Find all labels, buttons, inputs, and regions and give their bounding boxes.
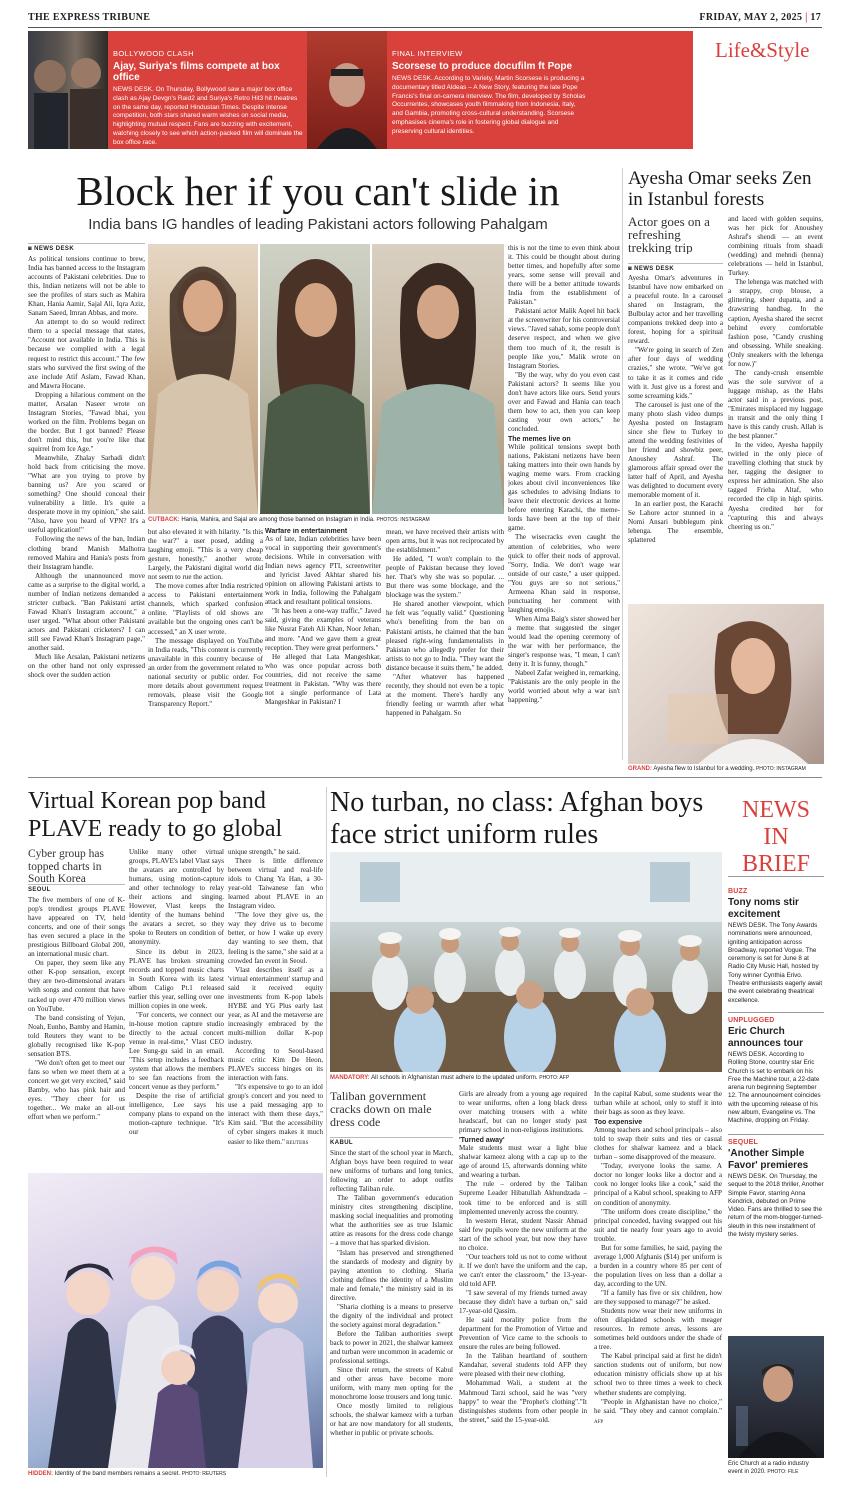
masthead-rule bbox=[28, 27, 822, 28]
paragraph: The Kabul principal said at first he didn't sanction students out of uniform, but now education ministry officials show up at his school two to three times a week to check whether students are complying. bbox=[594, 1352, 722, 1397]
plave-headline: Virtual Korean pop band PLAVE ready to go global bbox=[28, 788, 283, 842]
main-byline-text: NEWS DESK bbox=[34, 246, 75, 252]
main-photo-hania bbox=[148, 244, 258, 514]
main-col5 bbox=[508, 244, 620, 434]
brief-title-line: BRIEF bbox=[741, 851, 810, 877]
paragraph: mean, we have received their artists with open arms, but it was not reciprocated by the establishment." bbox=[386, 528, 504, 555]
paragraph: The band consisting of Yejun, Noah, Eunho, Bamby and Hamin, told Reuters they want to be globally recognised like K-pop sensation BTS. bbox=[28, 1013, 125, 1058]
main-deck: India bans IG handles of leading Pakistani actors following Pahalgam bbox=[88, 216, 548, 233]
paragraph: Since its debut in 2023, PLAVE has broken streaming records and topped music charts in South Korea with its latest album Caligo Pt.1 released earlier this year, selling over one million copies in one week. bbox=[129, 947, 224, 1010]
main-col5-block bbox=[508, 244, 620, 764]
paragraph: Male students must wear a light blue shalwar kameez along with a cap up to the age of around 15, afterwards donning white and wearing a turban. bbox=[459, 1144, 587, 1180]
plave-caption-label: HIDDEN: bbox=[28, 1471, 53, 1477]
afghan-caption bbox=[330, 1074, 722, 1082]
actor-portraits-icon bbox=[28, 31, 108, 149]
afghan-caption-label: MANDATORY: bbox=[330, 1075, 370, 1081]
afghan-caption-credit: PHOTO: AFP bbox=[539, 1075, 570, 1081]
ayesha-headline: Ayesha Omar seeks Zen in Istanbul forests bbox=[628, 168, 812, 210]
main-photo-mahira bbox=[260, 244, 370, 514]
brief-item-headline: Eric Church announces tour bbox=[728, 1026, 804, 1049]
main-col4 bbox=[386, 528, 504, 738]
paragraph: this is not the time to even think about it. This could be thought about during better times, and hopefully after some years, some sense will prevail and there will be a better attitude towards India from the establishment of Pakistan." bbox=[508, 244, 620, 307]
paragraph: Since the start of the school year in March, Afghan boys have been required to wear new uniforms of turbans and long tunics, following an order to adopt outfits reflecting Taliban rule. bbox=[330, 1149, 453, 1194]
main-byline bbox=[28, 243, 145, 252]
ayesha-byline-text: NEWS DESK bbox=[634, 266, 675, 272]
brief-item-body: NEWS DESK. The Tony Awards nominations were announced, igniting anticipation across Broadway, reported Vogue. The ceremony is set for June 8 at Radio City Music Hall, hosted by Tony winner Cynthia Erivo. Theatre enthusiasts eagerly await the event celebrating theatrical excellence. bbox=[728, 922, 823, 1004]
main-caption-text: Hania, Mahira, and Sajal are among those banned on Instagram in India. bbox=[181, 517, 375, 523]
plave-byline-text: SEOUL bbox=[28, 887, 51, 893]
paragraph: He added, "I won't complain to the people of Pakistan because they loved her. That's why she was so popular. ... But there was some blockage, and the blockage was the system." bbox=[386, 555, 504, 600]
actress-portrait-icon bbox=[260, 244, 370, 514]
paragraph: The lehenga was matched with a strappy, crop blouse, a glittering, sheer dupatta, and a drawstring handbag. In the caption, Ayesha shared the secret behind every comfortable fashion pose, "Candy crushing and obsessing. While sneaking. (Only sneakers with the lehenga for now.)" bbox=[728, 278, 823, 368]
paragraph: Before the Taliban authorities swept back to power in 2021, the shalwar kameez and turban were uncommon in academic or professional settings. bbox=[330, 1329, 453, 1366]
paragraph: Despite the rise of artificial intelligence, Lee says his company plans to expand on the motion-capture technique. "It's our bbox=[129, 1092, 224, 1137]
brief-title bbox=[728, 797, 824, 877]
brief-photo-caption bbox=[728, 1460, 824, 1476]
teaser2-kicker: FINAL INTERVIEW bbox=[392, 49, 463, 58]
plave-caption-text: Identity of the band members remains a secret. bbox=[54, 1471, 181, 1477]
paragraph: unique strength," he said. bbox=[228, 848, 301, 856]
brief-item-body: NEWS DESK. On Thursday, the sequel to the 2018 thriller, Another Simple Favor, starring Anna Kendrick, debuted on Prime Video. Fans are thrilled to see the return of the mom-blogger-turned-sleuth in this new installment of the twisty mystery series. bbox=[728, 1173, 824, 1239]
paragraph: The rule – ordered by the Taliban Supreme Leader Hibatullah Akhundzada – took time to be enforced and is still implemented unevenly across the country. bbox=[459, 1180, 587, 1216]
teaser1 bbox=[113, 49, 305, 148]
paragraph: "Sharia clothing is a means to preserve the dignity of the individual and protect the society against moral degradation." bbox=[330, 1302, 453, 1329]
brief-title-line: IN bbox=[763, 824, 789, 850]
paragraph: While political tensions swept both nations, Pakistani netizens have been taking matters into their own hands by waging meme wars. From cracking jokes about civil inconveniences like gas schedules to advising Indians to leave their electronic devices at home before entering Karachi, the meme-lords have been at the top of their game. bbox=[508, 442, 620, 533]
main-caption bbox=[148, 516, 504, 524]
paragraph: He said morality police from the department for the Promotion of Virtue and Prevention of Vice came to the schools to ensure the rules are being followed. bbox=[459, 1316, 587, 1352]
paragraph: Girls are already from a young age required to wear uniforms, often a long black dress over matching trousers with a white headscarf, but can no longer study past primary school in non-religious institutions. bbox=[459, 1090, 587, 1135]
paragraph: Ayesha Omar's adventures in Istanbul have now embarked on a peaceful route. In a carousel shared on Instagram, the Bulbulay actor and her travelling companions trekked deep into a forest, hoping for a spiritual reward. bbox=[628, 274, 723, 346]
ayesha-photo bbox=[628, 604, 824, 764]
ayesha-caption-label: GRAND: bbox=[628, 766, 652, 772]
brief-item-headline: Tony noms stir excitement bbox=[728, 897, 799, 920]
main-col3-head: Warfare in entertainment bbox=[265, 528, 348, 535]
main-col5b bbox=[508, 443, 620, 705]
paragraph: Much like Arsalan, Pakistani netizens on the other hand not only expressed shock over the sudden action bbox=[28, 653, 145, 680]
news-icon: ◙ bbox=[28, 246, 33, 252]
actress-portrait-icon bbox=[372, 244, 504, 514]
paragraph: but also elevated it with hilarity. "Is this the war?" a user posed, adding a laughing emoji. "This is a very cheap gesture, honestly," another wrote. Largely, the Pakistani digital world did not seem to rue the action. bbox=[148, 528, 263, 582]
afghan-col2-block bbox=[459, 1090, 587, 1480]
teaser2-headline: Scorsese to produce docufilm ft Pope bbox=[392, 61, 573, 72]
paragraph: Pakistani actor Malik Aqeel hit back at the screenwriter for his controversial views. "Javed sahab, some people don't deserve respect, and when we give them too much of it, the result is people like you," Malik wrote on Instagram Stories. bbox=[508, 307, 620, 370]
plave-photo bbox=[28, 1173, 323, 1468]
paragraph: In western Herat, student Nassir Ahmad said few pupils wore the new uniform at the start of the school year, but now they have no choice. bbox=[459, 1216, 587, 1252]
paragraph: He shared another viewpoint, which he felt was "equally valid." Questioning who's benefiting from the ban on Pakistani artists, he claimed that the ban pleased right-wing fundamentalists in Pakistan who allegedly prefer for their artists to not go to India. "They want the distance because it suits them," he added. bbox=[386, 600, 504, 672]
teaser1-headline: Ajay, Suriya's films compete at box office bbox=[113, 61, 280, 83]
brief-photo-eric-church bbox=[728, 1336, 824, 1458]
divider-vertical bbox=[326, 787, 327, 1477]
ayesha-portrait-icon bbox=[628, 604, 824, 764]
paragraph: Unlike many other virtual groups, PLAVE's label Vlast says the avatars are controlled by humans, using motion-capture and other technology to relay their actions and singing. However, Vlast keeps the identity of the humans behind the avatars a secret, so they spoke to Reuters on condition of anonymity. bbox=[129, 848, 224, 947]
brief-caption-text: Eric Church at a radio industry event in 2020. bbox=[728, 1461, 809, 1475]
paragraph: Since their return, the streets of Kabul and other areas have become more uniform, with many men opting for the monochrome loose trousers and long tunic. bbox=[330, 1366, 453, 1402]
brief-item-kicker: SEQUEL bbox=[728, 1139, 758, 1146]
paragraph: "The love they give us, the way they drive us to become better, or how I wake up every day wanting to see them, that feeling is the same," she said at a crowded fan event in Seoul. bbox=[228, 911, 323, 965]
paragraph: Nabeel Zafar weighed in, remarking, "Pakistanis are the only people in the world worried about why a war isn't happening." bbox=[508, 669, 620, 705]
paragraph: In the video, Ayesha happily twirled in the only piece of travelling clothing that stuck by her, tagging the designer to express her admiration. She also tagged Frieha Altaf, who recorded the clip in high spirits. Ayesha credited her for "capturing this and always cheering us on." bbox=[728, 441, 823, 531]
paragraph: In the Taliban heartland of southern Kandahar, several students told AFP they were pleased with their new clothing. bbox=[459, 1352, 587, 1379]
paragraph: "We're going in search of Zen after four days of wedding crazies," she wrote. "We've got to take it as it comes and ride with it. Just give us a forest and some screaming kids." bbox=[628, 346, 723, 400]
brief-item-kicker: BUZZ bbox=[728, 888, 748, 895]
paragraph: As of late, Indian celebrities have been vocal in supporting their government's decisions. While in conversation with Indian news agency PTI, screenwriter and lyricist Javed Akhtar shared his opinion on allowing Pakistani artists to work in India, following the Pahalgam attack and resultant political tensions. bbox=[265, 535, 381, 607]
paragraph: According to Seoul-based music critic Kim De Heon, PLAVE's success hinges on its interaction with fans. bbox=[228, 1047, 323, 1083]
ayesha-caption-text: Ayesha flew to Istanbul for a wedding. bbox=[653, 766, 755, 772]
brief-item-1 bbox=[728, 888, 824, 1013]
section-title: Life&Style bbox=[715, 38, 810, 62]
paragraph: Although the unannounced move came as a surprise to the digital world, a number of Indian netizens demanded a stricter cutback. "Ban Pakistani artist Fawad Khan's Instagram account," a user urged. "What about other Pakistani actors and Pakistani cricketers? I can still see Fawad Khan's Instagram page," another said. bbox=[28, 571, 145, 653]
classroom-photo-icon bbox=[330, 852, 722, 1072]
paragraph: "The uniform does create discipline," the principal conceded, having swapped out his suit and tie nearly four years ago to avoid trouble. bbox=[594, 1207, 722, 1243]
main-caption-label: CUTBACK: bbox=[148, 517, 180, 523]
paragraph: Dropping a hilarious comment on the matter, Arsalan Naseer wrote on Instagram Stories, "Fawad bhai, you worked on the film. Problems began on the border. But I got banned? Please don't mind this, but you're like that squirrel from Ice Age." bbox=[28, 390, 145, 453]
afghan-photo bbox=[330, 852, 722, 1072]
teaser1-body: NEWS DESK. On Thursday, Bollywood saw a major box office clash as Ajay Devgn's Raid2 and Suriya's Retro Hit3 hit theatres on the same day, reported Hindustan Times. Despite intense competition, both stars shared warm wishes on social media, highlighting mutual respect. Fans are buzzing with excitement, watching closely to see which action-packed film will dominate the box office race. bbox=[113, 86, 303, 146]
divider-horizontal bbox=[28, 777, 822, 778]
paragraph: He alleged that Lata Mangeshkar, who was once popular across both countries, did not receive the same treatment in Pakistan. "Why was there not a single performance of Lata Mangeshkar in Pakistan? I bbox=[265, 652, 381, 706]
paragraph: "People in Afghanistan have no choice," he said. "They obey and cannot complain." AFP bbox=[594, 1397, 722, 1425]
afghan-byline bbox=[330, 1137, 453, 1146]
news-icon: ◙ bbox=[628, 266, 633, 272]
masthead-date-block: FRIDAY, MAY 2, 2025 | 17 bbox=[699, 12, 821, 23]
main-photo-sajal bbox=[372, 244, 504, 514]
plave-col3 bbox=[228, 848, 323, 1171]
teaser2 bbox=[392, 49, 588, 137]
plave-caption-credit: PHOTO: REUTERS bbox=[181, 1471, 227, 1477]
ayesha-byline bbox=[628, 263, 723, 272]
paragraph: Mohammad Wali, a student at the Mahmoud Tarzi school, said he was "very happy" to wear the "Prophet's clothing"."It distinguishes students from other people in the street," said the 15-year-old. bbox=[459, 1379, 587, 1424]
plave-col1 bbox=[28, 896, 125, 1171]
main-col2 bbox=[148, 528, 263, 738]
page-number: 17 bbox=[810, 12, 821, 23]
paragraph: and laced with golden sequins, was her pick for Anoushey Ashraf's shendi — an event combining rituals from shaadi (wedding) and mehndi (henna) celebrations — held in Istanbul, Turkey. bbox=[728, 215, 823, 278]
afghan-col2b bbox=[459, 1144, 587, 1424]
afghan-col3-head: Too expensive bbox=[594, 1119, 643, 1127]
paragraph: But for some families, he said, paying the average 1,000 Afghanis ($14) per uniform is a burden in a country where 85 per cent of the population lives on less than a dollar a day, according to the UN. bbox=[594, 1243, 722, 1288]
teaser2-photo bbox=[307, 31, 387, 149]
ayesha-col1 bbox=[628, 274, 723, 602]
paragraph: Meanwhile, Zhalay Sarhadi didn't hold back from criticising the move. "What are you trying to prove by banning us? Are you scared or something? One should conceal their vulnerability a little. It's quite a desperate move in my opinion," she said. "Also, have you heard of VPN? It's a useful application!" bbox=[28, 454, 145, 535]
afghan-headline: No turban, no class: Afghan boys face strict uniform rules bbox=[330, 787, 704, 850]
brief-title-line: NEWS bbox=[742, 797, 810, 823]
divider-vertical bbox=[622, 168, 623, 760]
afghan-byline-text: KABUL bbox=[330, 1140, 353, 1146]
paragraph: Students now wear their new uniforms in often dilapidated schools with meager resources. In remote areas, lessons are sometimes held outdoors under the shade of a tree. bbox=[594, 1307, 722, 1352]
paragraph: When Aima Baig's sister showed her a meme that suggested the singer would lead the opening ceremony of the war with her performance, the singer's response was, "I mean, I can't deny it. It is funny, though." bbox=[508, 614, 620, 669]
ayesha-caption-credit: PHOTO: INSTAGRAM bbox=[755, 766, 806, 772]
afghan-col2 bbox=[459, 1090, 587, 1135]
story-credit: REUTERS bbox=[284, 1140, 309, 1146]
paragraph: In an earlier post, the Karachi Se Lahore actor stunned in a Nomi Ansari bubblegum pink lehenga. The ensemble, splattered bbox=[628, 500, 723, 545]
scorsese-portrait-icon bbox=[307, 31, 387, 149]
afghan-subdeck: Taliban government cracks down on male dress code bbox=[330, 1090, 432, 1129]
paragraph: The five members of one of K-pop's trendiest groups PLAVE have appeared on TV, held concerts, and one of their songs has even secured a place in the prestigious Billboard Global 200, an international music chart. bbox=[28, 896, 125, 959]
paragraph: The Taliban government's education ministry cites strengthening discipline, masking social inequalities and promoting what the authorities see as true Islamic attire as reasons for the dress code change – a move that has sparked division. bbox=[330, 1194, 453, 1248]
brief-caption-credit: PHOTO: FILE bbox=[767, 1469, 799, 1475]
paragraph: The candy-crush ensemble was the sole survivor of a luggage mishap, as the Habs actor said in a previous post, "Emirates misplaced my luggage in transit and the only thing I have is this candy crush. Allah is the best planner." bbox=[728, 368, 823, 441]
afghan-caption-text: All schools in Afghanistan must adhere to the updated uniform. bbox=[371, 1075, 538, 1081]
afghan-col1 bbox=[330, 1149, 453, 1479]
main-headline: Block her if you can't slide in bbox=[76, 168, 560, 214]
brief-item-kicker: UNPLUGGED bbox=[728, 1017, 775, 1024]
paragraph: Vlast describes itself as a 'virtual entertainment' startup and said it received equity investments from K-pop labels HYBE and YG Plus early last year, as AI and the metaverse are increasingly embraced by the multi-million dollar K-pop industry. bbox=[228, 965, 323, 1046]
paragraph: The move comes after India restricted access to Pakistani entertainment channels, which sparked confusion online. "Playlists of old shows are available but the ongoing ones can't be accessed," an X user wrote. bbox=[148, 582, 263, 636]
actress-portrait-icon bbox=[148, 244, 258, 514]
paragraph: The wisecracks even caught the attention of celebrities, who were quick to offer their nods of approval. "Sorry, India. We don't wage war outside of our caste," a user quipped. "You guys are so not serious," Armeena Khan said in response, punctuating her comment with laughing emojis. bbox=[508, 533, 620, 614]
virtual-band-illustration-icon bbox=[28, 1173, 323, 1468]
plave-caption bbox=[28, 1470, 328, 1478]
paragraph: "We don't often get to meet our fans so when we meet them at a concert we get very excited," said Bamby, who has pink hair and eyes. "They cheer for us together... We make an all-out effort when we perform." bbox=[28, 1058, 125, 1122]
paragraph: As political tensions continue to brew, India has banned access to the Instagram accounts of Pakistani celebrities. Due to this, Indian netizens will not be able to see the profiles of stars such as Mahira Khan, Hania Aamir, Sajal Ali, Iqra Aziz, Sanam Saeed, Imran Abbas, and more. bbox=[28, 255, 145, 318]
paragraph: "By the way, why do you even cast Pakistani actors? It seems like you don't have actors like ours. Send yours over and Fawad and Hania can teach them how to act, then you can keep casting your own actors," he concluded. bbox=[508, 370, 620, 433]
afghan-col3b bbox=[594, 1126, 722, 1427]
brief-item-headline: 'Another Simple Favor' premieres bbox=[728, 1148, 809, 1171]
plave-deck: Cyber group has topped charts in South Korea bbox=[28, 848, 105, 885]
brief-item-2 bbox=[728, 1017, 824, 1135]
ayesha-deck: Actor goes on a refreshing trekking trip bbox=[628, 215, 710, 254]
brief-item-body: NEWS DESK. According to Rolling Stone, country star Eric Church is set to embark on his Free the Machine tour, a 22-date arena run beginning September 12. The announcement coincides with the upcoming release of his new album, Evangeline vs. The Machine, dropping on Friday. bbox=[728, 1051, 821, 1125]
main-col5-head: The memes live on bbox=[508, 435, 571, 443]
paragraph: The message displayed on YouTube in India reads, "This content is currently unavailable in this country because of an order from the government related to national security or public order. For more details about government request removals, please visit the Google Transparency Report." bbox=[148, 636, 263, 708]
main-col3 bbox=[265, 535, 381, 707]
teaser2-body: NEWS DESK. According to Variety, Martin Scorsese is producing a documentary titled Aldeas – A New Story, featuring the late Pope Francis's final on-camera interview. The film, developed by Scholas Occurrentes, showcases youth filmmaking from Indonesia, Italy, and Gambia, promoting cross-cultural understanding. Scorsese emphasises cinema's role in fostering global dialogue and preserving cultural identities. bbox=[392, 75, 586, 135]
ayesha-col2 bbox=[728, 215, 823, 605]
eric-church-portrait-icon bbox=[728, 1336, 824, 1458]
teaser1-kicker: BOLLYWOOD CLASH bbox=[113, 49, 194, 58]
paragraph: Among teachers and school principals – also told to swap their suits and ties or casual clothes for shalwar kameez and a black turban – some disapproved of the measure. bbox=[594, 1126, 722, 1162]
paragraph: "It has been a one-way traffic," Javed said, giving the examples of veterans like Nusrat Fateh Ali Khan, Noor Jehan, and more. "And we gave them a great reception. They were great performers." bbox=[265, 607, 381, 652]
paragraph: The carousel is just one of the many photo slash video dumps Ayesha posted on Instagram since she flew to Turkey to attend the wedding festivities of her friend and showbiz peer, Anoushey Ashraf. The glamorous affair spread over the latter half of April, and Ayesha was delighted to document every memorable moment of it. bbox=[628, 400, 723, 500]
paragraph: There is little difference between virtual and real-life idols to Chang Ya Han, a 30-year-old Taiwanese fan who learned about PLAVE in an Instagram video. bbox=[228, 857, 323, 911]
paragraph: Following the news of the ban, Indian clothing brand Manish Malhotra removed Mahira and Hania's posts from their Instagram handle. bbox=[28, 535, 145, 571]
paragraph: "For concerts, we connect our in-house motion capture studio directly to the actual concert venue in real-time," Vlast CEO Lee Sung-gu said in an email. "This setup includes a feedback system that allows the members to see fan reactions from the concert venue as they perform." bbox=[129, 1010, 224, 1092]
masthead-paper: THE EXPRESS TRIBUNE bbox=[28, 12, 151, 23]
paragraph: "Our teachers told us not to come without it. If we don't have the uniform and the cap, we can't enter the classroom," the 13-year-old told AFP. bbox=[459, 1252, 587, 1288]
story-credit: AFP bbox=[594, 1419, 604, 1425]
paragraph: An attempt to do so would redirect them to a special message that states, "Account not available in India. This is because we complied with a legal request to restrict this account." The few stars who survived the first swing of the axe include Atif Aslam, Fawad Khan, and Mawra Hocane. bbox=[28, 318, 145, 390]
plave-byline bbox=[28, 884, 125, 893]
masthead-date: FRIDAY, MAY 2, 2025 bbox=[699, 12, 803, 23]
paragraph: "After whatever has happened recently, they should not even be a topic at the moment. There's hardly any friendly feeling or warmth after what happened in Pahalgam. So bbox=[386, 672, 504, 717]
paragraph: On paper, they seem like any other K-pop sensation, except they are two-dimensional avatars with songs and content that have racked up over 470 million views on YouTube. bbox=[28, 959, 125, 1013]
main-caption-credit: PHOTOS: INSTAGRAM bbox=[376, 517, 430, 523]
afghan-col2-head: 'Turned away' bbox=[459, 1137, 505, 1145]
teaser1-photo bbox=[28, 31, 108, 149]
afghan-col3 bbox=[594, 1090, 722, 1117]
paragraph: "It's expensive to go to an idol group's concert and you need to use a paid messaging app to interact with them these days," Kim said. "But the accessibility of cyber singers makes it much easier to like them." REUTERS bbox=[228, 1083, 323, 1146]
paragraph: "Islam has preserved and strengthened the standards of modesty and dignity by paying attention to clothing. Sharia clothing defines the identity of a Muslim male and female," the ministry said in its directive. bbox=[330, 1248, 453, 1302]
paragraph: In the capital Kabul, some students wear the turban while at school, only to stuff it into their bags as soon as they leave. bbox=[594, 1090, 722, 1117]
main-col3-block bbox=[265, 528, 381, 738]
plave-col2 bbox=[129, 848, 224, 1171]
paragraph: "If a family has five or six children, how are they supposed to manage?" he asked. bbox=[594, 1288, 722, 1307]
paragraph: Once mostly limited to religious schools, the shalwar kameez with a turban or hat are now mandatory for all students, whether in public or private schools. bbox=[330, 1402, 453, 1438]
paragraph: "I saw several of my friends turned away because they didn't have a turban on," said 17-year-old Qassim. bbox=[459, 1288, 587, 1316]
afghan-col3-block bbox=[594, 1090, 722, 1480]
ayesha-caption bbox=[628, 765, 824, 773]
paragraph: "Today, everyone looks the same. A doctor no longer looks like a doctor and a cook no longer looks like a cook," said the principal of a Kabul school, speaking to AFP on condition of anonymity. bbox=[594, 1162, 722, 1207]
brief-item-3 bbox=[728, 1139, 824, 1329]
